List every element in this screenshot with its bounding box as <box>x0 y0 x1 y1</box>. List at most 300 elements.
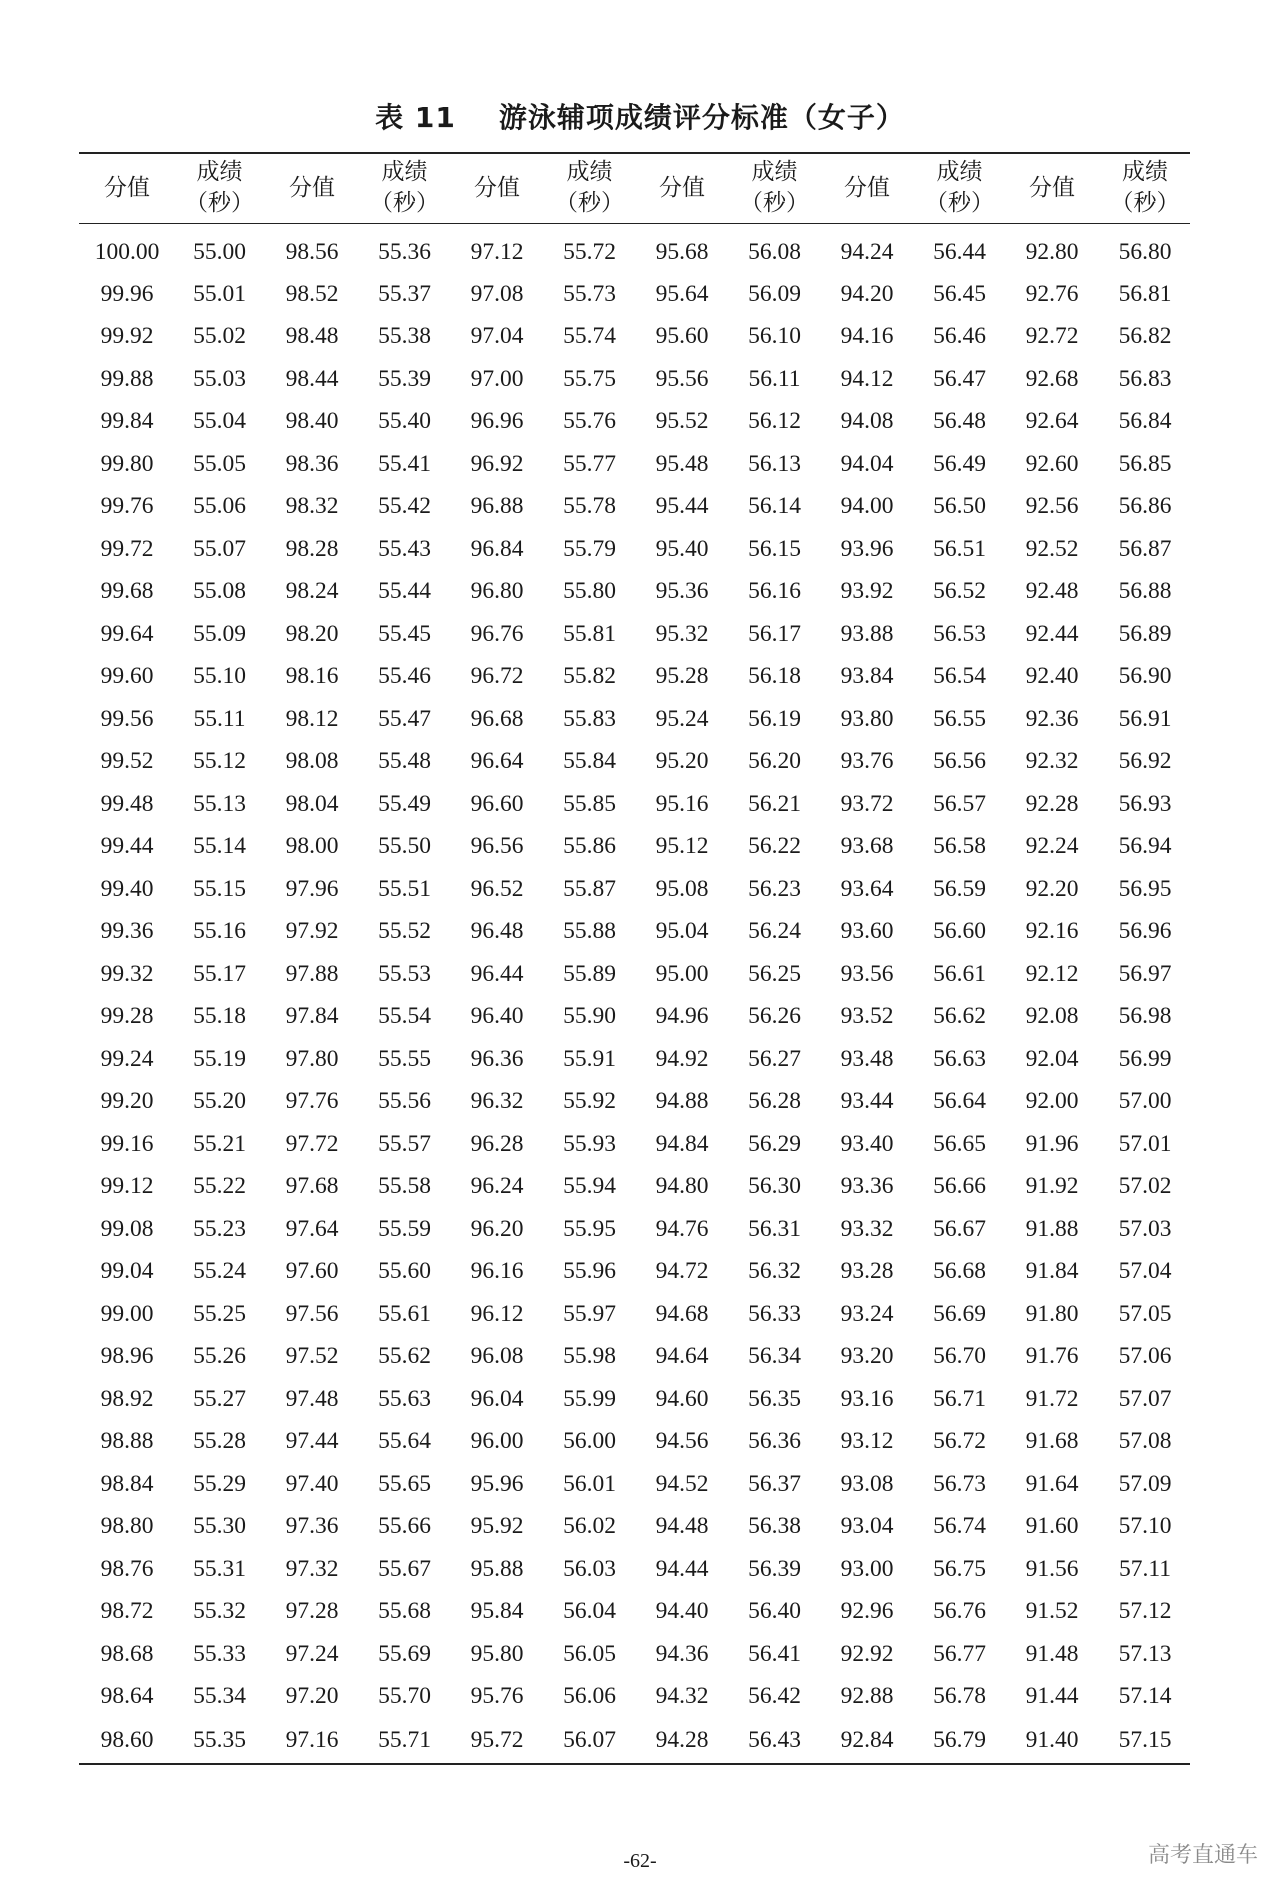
result-cell: 56.37 <box>748 1470 801 1497</box>
result-cell: 55.90 <box>563 1003 616 1030</box>
score-cell: 98.56 <box>285 238 339 265</box>
result-cell: 56.42 <box>748 1683 801 1710</box>
score-cell: 99.56 <box>100 705 154 732</box>
result-cell: 56.83 <box>1118 365 1172 392</box>
result-cell: 56.17 <box>748 620 801 647</box>
result-cell: 56.70 <box>933 1343 986 1370</box>
result-cell: 57.02 <box>1118 1173 1172 1200</box>
result-cell: 55.37 <box>378 280 431 307</box>
score-cell: 93.48 <box>840 1045 894 1072</box>
header-score-label: 分值 <box>844 174 890 201</box>
result-cell: 56.33 <box>748 1300 801 1327</box>
score-cell: 97.32 <box>285 1555 339 1582</box>
table-row <box>79 1081 1190 1124</box>
result-cell: 55.21 <box>193 1130 246 1157</box>
result-cell: 55.38 <box>378 323 431 350</box>
score-cell: 97.36 <box>285 1513 339 1540</box>
result-cell: 55.35 <box>193 1727 246 1753</box>
score-cell: 97.12 <box>470 238 524 265</box>
result-cell: 56.27 <box>748 1045 801 1072</box>
score-cell: 98.24 <box>285 578 339 605</box>
result-cell: 56.41 <box>748 1640 801 1667</box>
table-body <box>79 223 1190 1764</box>
table-row <box>79 1336 1190 1379</box>
header-result <box>360 153 449 223</box>
score-cell: 92.52 <box>1025 535 1079 562</box>
header-result-unit: （秒） <box>555 190 624 217</box>
result-cell: 57.05 <box>1118 1300 1172 1327</box>
score-cell: 95.04 <box>655 918 709 945</box>
result-cell: 55.52 <box>378 918 431 945</box>
header-score-label: 分值 <box>104 174 150 201</box>
header-result <box>915 153 1004 223</box>
table-row <box>79 528 1190 571</box>
result-cell: 55.01 <box>193 280 246 307</box>
table-row <box>79 698 1190 741</box>
table-row <box>79 1251 1190 1294</box>
result-cell: 56.47 <box>933 365 986 392</box>
score-cell: 95.44 <box>655 493 709 520</box>
score-cell: 95.60 <box>655 323 709 350</box>
score-cell: 94.08 <box>840 408 894 435</box>
result-cell: 55.60 <box>378 1258 431 1285</box>
result-cell: 55.79 <box>563 535 616 562</box>
result-cell: 56.31 <box>748 1215 801 1242</box>
score-cell: 97.60 <box>285 1258 339 1285</box>
score-cell: 99.44 <box>100 833 154 860</box>
score-cell: 95.28 <box>655 663 709 690</box>
score-cell: 95.20 <box>655 748 709 775</box>
result-cell: 56.56 <box>933 748 986 775</box>
score-cell: 94.16 <box>840 323 894 350</box>
score-cell: 98.16 <box>285 663 339 690</box>
result-cell: 56.87 <box>1118 535 1172 562</box>
result-cell: 55.55 <box>378 1045 431 1072</box>
score-cell: 99.68 <box>100 578 154 605</box>
score-cell: 91.88 <box>1025 1215 1079 1242</box>
score-cell: 94.64 <box>655 1343 709 1370</box>
result-cell: 55.46 <box>378 663 431 690</box>
table-row <box>79 613 1190 656</box>
score-cell: 96.12 <box>470 1300 524 1327</box>
score-cell: 96.48 <box>470 918 524 945</box>
result-cell: 55.56 <box>378 1088 431 1115</box>
score-cell: 95.92 <box>470 1513 524 1540</box>
score-cell: 93.36 <box>840 1173 894 1200</box>
result-cell: 56.77 <box>933 1640 986 1667</box>
score-cell: 95.52 <box>655 408 709 435</box>
table-row <box>79 316 1190 359</box>
result-cell: 55.80 <box>563 578 616 605</box>
score-cell: 98.68 <box>100 1640 154 1667</box>
score-cell: 92.40 <box>1025 663 1079 690</box>
result-cell: 57.09 <box>1118 1470 1172 1497</box>
score-cell: 94.40 <box>655 1598 709 1625</box>
score-cell: 95.40 <box>655 535 709 562</box>
score-cell: 94.92 <box>655 1045 709 1072</box>
score-cell: 95.16 <box>655 790 709 817</box>
score-cell: 99.32 <box>100 960 154 987</box>
score-cell: 97.44 <box>285 1428 339 1455</box>
score-cell: 92.56 <box>1025 493 1079 520</box>
result-cell: 55.41 <box>378 450 431 477</box>
result-cell: 56.86 <box>1118 493 1172 520</box>
result-cell: 55.98 <box>563 1343 616 1370</box>
result-cell: 56.05 <box>563 1640 616 1667</box>
score-cell: 96.56 <box>470 833 524 860</box>
header-result <box>175 153 264 223</box>
score-cell: 93.84 <box>840 663 894 690</box>
score-cell: 96.40 <box>470 1003 524 1030</box>
header-result <box>545 153 634 223</box>
score-cell: 94.12 <box>840 365 894 392</box>
result-cell: 55.02 <box>193 323 246 350</box>
result-cell: 56.95 <box>1118 875 1172 902</box>
table-row <box>79 358 1190 401</box>
result-cell: 55.16 <box>193 918 246 945</box>
result-cell: 56.16 <box>748 578 801 605</box>
score-cell: 98.64 <box>100 1683 154 1710</box>
score-cell: 94.48 <box>655 1513 709 1540</box>
result-cell: 57.13 <box>1118 1640 1172 1667</box>
score-cell: 92.80 <box>1025 238 1079 265</box>
result-cell: 55.45 <box>378 620 431 647</box>
score-cell: 91.60 <box>1025 1513 1079 1540</box>
score-cell: 96.88 <box>470 493 524 520</box>
score-cell: 93.44 <box>840 1088 894 1115</box>
result-cell: 57.00 <box>1118 1088 1172 1115</box>
score-cell: 92.64 <box>1025 408 1079 435</box>
table-row <box>79 741 1190 784</box>
result-cell: 56.98 <box>1118 1003 1172 1030</box>
score-cell: 93.32 <box>840 1215 894 1242</box>
result-cell: 55.47 <box>378 705 431 732</box>
score-cell: 93.04 <box>840 1513 894 1540</box>
result-cell: 56.67 <box>933 1215 986 1242</box>
header-score <box>264 153 360 223</box>
result-cell: 56.91 <box>1118 705 1172 732</box>
result-cell: 56.57 <box>933 790 986 817</box>
score-cell: 98.28 <box>285 535 339 562</box>
result-cell: 55.50 <box>378 833 431 860</box>
score-cell: 98.12 <box>285 705 339 732</box>
result-cell: 56.60 <box>933 918 986 945</box>
score-cell: 97.28 <box>285 1598 339 1625</box>
score-cell: 97.40 <box>285 1470 339 1497</box>
result-cell: 55.62 <box>378 1343 431 1370</box>
score-cell: 91.56 <box>1025 1555 1079 1582</box>
score-cell: 99.40 <box>100 875 154 902</box>
result-cell: 56.43 <box>748 1727 801 1753</box>
result-cell: 55.36 <box>378 238 431 265</box>
score-cell: 97.00 <box>470 365 524 392</box>
result-cell: 56.74 <box>933 1513 986 1540</box>
result-cell: 55.84 <box>563 748 616 775</box>
result-cell: 56.10 <box>748 323 801 350</box>
score-cell: 95.36 <box>655 578 709 605</box>
score-cell: 99.00 <box>100 1300 154 1327</box>
result-cell: 55.86 <box>563 833 616 860</box>
score-cell: 99.84 <box>100 408 154 435</box>
score-cell: 93.00 <box>840 1555 894 1582</box>
table-row <box>79 953 1190 996</box>
result-cell: 57.11 <box>1118 1555 1171 1582</box>
score-cell: 96.44 <box>470 960 524 987</box>
table-row <box>79 1676 1190 1719</box>
result-cell: 56.73 <box>933 1470 986 1497</box>
result-cell: 56.94 <box>1118 833 1172 860</box>
score-cell: 99.04 <box>100 1258 154 1285</box>
result-cell: 56.19 <box>748 705 801 732</box>
score-cell: 94.04 <box>840 450 894 477</box>
result-cell: 56.97 <box>1118 960 1172 987</box>
result-cell: 56.66 <box>933 1173 986 1200</box>
score-cell: 97.52 <box>285 1343 339 1370</box>
result-cell: 55.29 <box>193 1470 246 1497</box>
header-result <box>730 153 819 223</box>
result-cell: 55.19 <box>193 1045 246 1072</box>
result-cell: 55.14 <box>193 833 246 860</box>
table-row <box>79 1718 1190 1764</box>
score-cell: 99.92 <box>100 323 154 350</box>
score-cell: 95.24 <box>655 705 709 732</box>
score-cell: 99.88 <box>100 365 154 392</box>
score-cell: 96.16 <box>470 1258 524 1285</box>
result-cell: 57.08 <box>1118 1428 1172 1455</box>
result-cell: 56.84 <box>1118 408 1172 435</box>
table-row <box>79 1548 1190 1591</box>
result-cell: 55.33 <box>193 1640 246 1667</box>
score-cell: 95.12 <box>655 833 709 860</box>
result-cell: 55.20 <box>193 1088 246 1115</box>
result-cell: 56.45 <box>933 280 986 307</box>
score-cell: 97.24 <box>285 1640 339 1667</box>
score-cell: 92.96 <box>840 1598 894 1625</box>
score-cell: 98.00 <box>285 833 339 860</box>
result-cell: 56.29 <box>748 1130 801 1157</box>
result-cell: 56.08 <box>748 238 801 265</box>
result-cell: 56.12 <box>748 408 801 435</box>
result-cell: 55.69 <box>378 1640 431 1667</box>
result-cell: 56.75 <box>933 1555 986 1582</box>
table-row <box>79 1293 1190 1336</box>
result-cell: 55.39 <box>378 365 431 392</box>
result-cell: 55.04 <box>193 408 246 435</box>
score-cell: 99.36 <box>100 918 154 945</box>
result-cell: 57.01 <box>1118 1130 1172 1157</box>
result-cell: 56.00 <box>563 1428 616 1455</box>
score-cell: 94.72 <box>655 1258 709 1285</box>
result-cell: 56.38 <box>748 1513 801 1540</box>
score-cell: 97.72 <box>285 1130 339 1157</box>
score-cell: 92.92 <box>840 1640 894 1667</box>
result-cell: 55.93 <box>563 1130 616 1157</box>
score-cell: 92.60 <box>1025 450 1079 477</box>
table-title: 表 11 游泳辅项成绩评分标准（女子） <box>375 101 905 134</box>
header-score <box>449 153 545 223</box>
result-cell: 55.24 <box>193 1258 246 1285</box>
score-cell: 96.04 <box>470 1385 524 1412</box>
result-cell: 55.49 <box>378 790 431 817</box>
result-cell: 56.54 <box>933 663 986 690</box>
score-cell: 94.24 <box>840 238 894 265</box>
result-cell: 55.32 <box>193 1598 246 1625</box>
result-cell: 55.31 <box>193 1555 246 1582</box>
result-cell: 56.61 <box>933 960 986 987</box>
score-cell: 94.00 <box>840 493 894 520</box>
score-cell: 95.48 <box>655 450 709 477</box>
score-cell: 93.68 <box>840 833 894 860</box>
score-cell: 95.64 <box>655 280 709 307</box>
score-cell: 96.64 <box>470 748 524 775</box>
result-cell: 56.65 <box>933 1130 986 1157</box>
result-cell: 55.13 <box>193 790 246 817</box>
score-cell: 98.32 <box>285 493 339 520</box>
score-cell: 94.68 <box>655 1300 709 1327</box>
result-cell: 56.48 <box>933 408 986 435</box>
result-cell: 55.05 <box>193 450 246 477</box>
table-row <box>79 273 1190 316</box>
result-cell: 56.39 <box>748 1555 801 1582</box>
result-cell: 55.74 <box>563 323 616 350</box>
result-cell: 55.54 <box>378 1003 431 1030</box>
result-cell: 55.75 <box>563 365 616 392</box>
result-cell: 55.17 <box>193 960 246 987</box>
header-score-label: 分值 <box>1029 174 1075 201</box>
result-cell: 55.53 <box>378 960 431 987</box>
header-score <box>1004 153 1100 223</box>
score-cell: 91.72 <box>1025 1385 1079 1412</box>
table-row <box>79 1166 1190 1209</box>
table-row <box>79 1463 1190 1506</box>
score-cell: 93.24 <box>840 1300 894 1327</box>
score-cell: 95.84 <box>470 1598 524 1625</box>
result-cell: 56.20 <box>748 748 801 775</box>
score-cell: 91.84 <box>1025 1258 1079 1285</box>
score-cell: 94.76 <box>655 1215 709 1242</box>
score-cell: 95.96 <box>470 1470 524 1497</box>
result-cell: 56.49 <box>933 450 986 477</box>
result-cell: 56.81 <box>1118 280 1172 307</box>
score-cell: 99.96 <box>100 280 154 307</box>
scoring-table <box>79 152 1190 1765</box>
result-cell: 56.07 <box>563 1727 616 1753</box>
score-cell: 93.56 <box>840 960 894 987</box>
score-cell: 93.08 <box>840 1470 894 1497</box>
result-cell: 55.08 <box>193 578 246 605</box>
table-row <box>79 1038 1190 1081</box>
table-row <box>79 826 1190 869</box>
table-row <box>79 443 1190 486</box>
table-row <box>79 1633 1190 1676</box>
score-cell: 91.76 <box>1025 1343 1079 1370</box>
score-cell: 94.96 <box>655 1003 709 1030</box>
result-cell: 57.14 <box>1118 1683 1172 1710</box>
score-cell: 97.56 <box>285 1300 339 1327</box>
result-cell: 56.09 <box>748 280 801 307</box>
score-cell: 99.20 <box>100 1088 154 1115</box>
result-cell: 55.68 <box>378 1598 431 1625</box>
score-cell: 96.80 <box>470 578 524 605</box>
score-cell: 93.28 <box>840 1258 894 1285</box>
result-cell: 55.48 <box>378 748 431 775</box>
header-result <box>1100 153 1190 223</box>
score-cell: 92.68 <box>1025 365 1079 392</box>
score-cell: 95.76 <box>470 1683 524 1710</box>
score-cell: 98.48 <box>285 323 339 350</box>
result-cell: 55.73 <box>563 280 616 307</box>
score-cell: 97.16 <box>285 1727 339 1753</box>
header-score <box>634 153 730 223</box>
score-cell: 94.32 <box>655 1683 709 1710</box>
score-cell: 98.84 <box>100 1470 154 1497</box>
result-cell: 55.97 <box>563 1300 616 1327</box>
result-cell: 55.43 <box>378 535 431 562</box>
result-cell: 55.85 <box>563 790 616 817</box>
table-row <box>79 1591 1190 1634</box>
result-cell: 55.72 <box>563 238 616 265</box>
header-score <box>819 153 915 223</box>
result-cell: 55.81 <box>563 620 616 647</box>
result-cell: 56.11 <box>748 365 801 392</box>
result-cell: 55.82 <box>563 663 616 690</box>
score-cell: 97.76 <box>285 1088 339 1115</box>
score-cell: 95.88 <box>470 1555 524 1582</box>
score-cell: 93.80 <box>840 705 894 732</box>
score-cell: 97.88 <box>285 960 339 987</box>
score-cell: 96.60 <box>470 790 524 817</box>
score-cell: 92.20 <box>1025 875 1079 902</box>
score-cell: 91.40 <box>1025 1727 1079 1753</box>
score-cell: 91.80 <box>1025 1300 1079 1327</box>
result-cell: 57.12 <box>1118 1598 1172 1625</box>
header-result-label: 成绩 <box>196 159 243 186</box>
header-result-unit: （秒） <box>370 190 439 217</box>
result-cell: 55.07 <box>193 535 246 562</box>
score-cell: 92.28 <box>1025 790 1079 817</box>
score-cell: 99.52 <box>100 748 154 775</box>
result-cell: 55.91 <box>563 1045 616 1072</box>
result-cell: 56.62 <box>933 1003 986 1030</box>
result-cell: 56.24 <box>748 918 801 945</box>
result-cell: 57.04 <box>1118 1258 1172 1285</box>
score-cell: 91.48 <box>1025 1640 1079 1667</box>
score-cell: 93.92 <box>840 578 894 605</box>
score-cell: 96.76 <box>470 620 524 647</box>
result-cell: 55.88 <box>563 918 616 945</box>
result-cell: 55.00 <box>193 238 246 265</box>
score-cell: 91.92 <box>1025 1173 1079 1200</box>
score-cell: 97.96 <box>285 875 339 902</box>
result-cell: 56.76 <box>933 1598 986 1625</box>
score-cell: 99.76 <box>100 493 154 520</box>
score-cell: 99.24 <box>100 1045 154 1072</box>
score-cell: 98.92 <box>100 1385 154 1412</box>
score-cell: 93.64 <box>840 875 894 902</box>
score-cell: 96.96 <box>470 408 524 435</box>
score-cell: 98.36 <box>285 450 339 477</box>
score-cell: 98.44 <box>285 365 339 392</box>
score-cell: 92.00 <box>1025 1088 1079 1115</box>
table-row <box>79 1506 1190 1549</box>
result-cell: 56.15 <box>748 535 801 562</box>
score-cell: 96.92 <box>470 450 524 477</box>
result-cell: 56.82 <box>1118 323 1172 350</box>
result-cell: 56.01 <box>563 1470 616 1497</box>
score-cell: 97.08 <box>470 280 524 307</box>
score-cell: 94.60 <box>655 1385 709 1412</box>
result-cell: 57.15 <box>1118 1727 1172 1753</box>
